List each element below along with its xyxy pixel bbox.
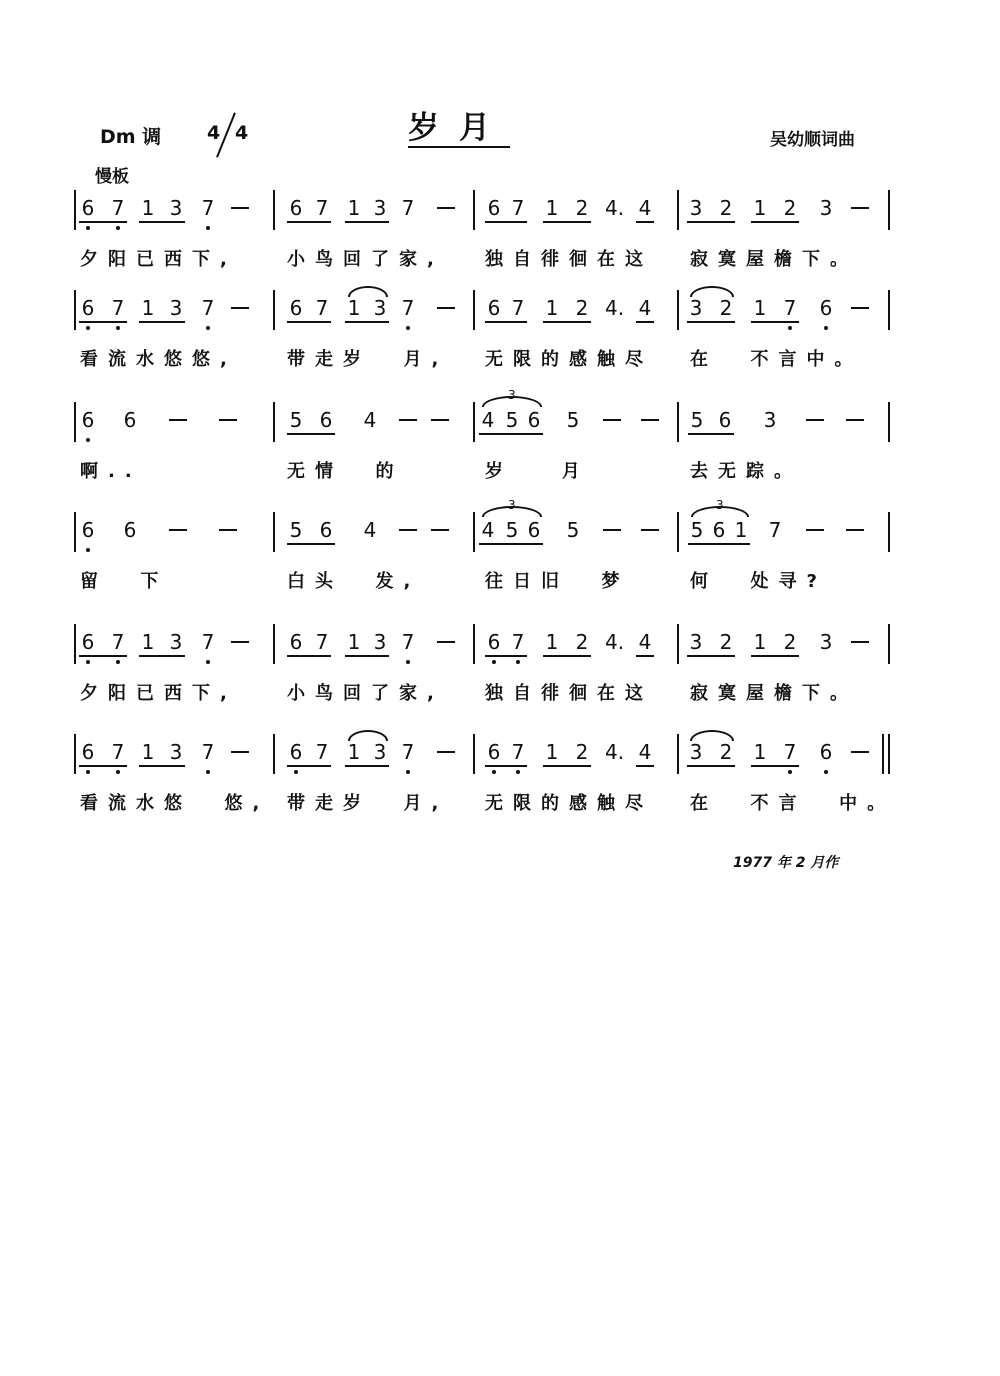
- note: 4.: [605, 740, 625, 764]
- note: 1: [545, 740, 559, 764]
- lyric-phrase: 小鸟回了家,: [287, 683, 444, 704]
- barline: [74, 190, 76, 230]
- note: 4.: [605, 296, 625, 320]
- sustain-dash: [851, 207, 869, 209]
- note: 3: [689, 196, 703, 220]
- octave-dot: [86, 770, 90, 774]
- note: 2: [719, 630, 733, 654]
- note: 4: [638, 740, 652, 764]
- note: 7: [401, 740, 415, 764]
- beam-underline: [543, 221, 591, 223]
- beam-underline: [139, 655, 185, 657]
- beam-underline: [479, 543, 543, 545]
- beam-underline: [139, 321, 185, 323]
- barline: [473, 624, 475, 664]
- score-system: [0, 498, 1000, 612]
- note: 5: [505, 408, 519, 432]
- barline: [888, 624, 890, 664]
- note: 6: [487, 630, 501, 654]
- octave-dot: [406, 326, 410, 330]
- note: 7: [315, 296, 329, 320]
- beam-underline: [287, 221, 331, 223]
- note: 7: [401, 630, 415, 654]
- beam-underline: [687, 655, 735, 657]
- octave-dot: [86, 548, 90, 552]
- beam-underline: [287, 433, 335, 435]
- barline: [888, 290, 890, 330]
- barline: [473, 290, 475, 330]
- lyric-phrase: 夕阳已西下,: [80, 249, 237, 270]
- note: 7: [315, 196, 329, 220]
- beam-underline: [79, 765, 127, 767]
- beam-underline: [687, 221, 735, 223]
- note: 6: [319, 408, 333, 432]
- lyric-phrase: 无限的感触尽: [485, 793, 653, 814]
- note: 2: [575, 630, 589, 654]
- note: 3: [373, 196, 387, 220]
- note: 6: [81, 296, 95, 320]
- note: 7: [201, 740, 215, 764]
- barline: [677, 290, 679, 330]
- note: 3: [373, 740, 387, 764]
- octave-dot: [492, 770, 496, 774]
- note: 7: [511, 740, 525, 764]
- beam-underline: [687, 765, 735, 767]
- note: 1: [753, 740, 767, 764]
- sustain-dash: [851, 751, 869, 753]
- lyrics-line: [0, 345, 1000, 371]
- note: 4: [481, 518, 495, 542]
- note: 1: [545, 196, 559, 220]
- barline: [473, 512, 475, 552]
- note: 1: [141, 630, 155, 654]
- note: 7: [783, 740, 797, 764]
- score-system: [0, 190, 1000, 290]
- octave-dot: [294, 770, 298, 774]
- note: 4: [481, 408, 495, 432]
- note: 6: [819, 296, 833, 320]
- triplet-number: 3: [716, 498, 724, 512]
- note: 1: [347, 196, 361, 220]
- lyric-phrase: 啊..: [80, 461, 142, 482]
- barline: [677, 402, 679, 442]
- note: 3: [689, 630, 703, 654]
- beam-underline: [345, 221, 389, 223]
- note: 3: [169, 740, 183, 764]
- lyric-phrase: 无限的感触尽: [485, 349, 653, 370]
- lyric-phrase: 看流水悠悠,: [80, 349, 237, 370]
- barline: [74, 624, 76, 664]
- beam-underline: [543, 765, 591, 767]
- beam-underline: [345, 765, 389, 767]
- note: 3: [819, 196, 833, 220]
- note: 4: [638, 296, 652, 320]
- beam-underline: [751, 765, 799, 767]
- barline: [74, 402, 76, 442]
- sustain-dash: [851, 307, 869, 309]
- lyric-phrase: 无情 的: [287, 461, 404, 482]
- sustain-dash: [437, 307, 455, 309]
- beam-underline: [287, 321, 331, 323]
- note: 3: [373, 630, 387, 654]
- beam-underline: [345, 321, 389, 323]
- sustain-dash: [231, 641, 249, 643]
- note: 4: [638, 196, 652, 220]
- beam-underline: [687, 321, 735, 323]
- lyric-phrase: 看流水悠 悠,: [80, 793, 270, 814]
- note: 6: [81, 518, 95, 542]
- note: 4: [638, 630, 652, 654]
- lyric-phrase: 在 不言 中。: [690, 793, 896, 814]
- triplet-number: 3: [508, 498, 516, 512]
- note: 3: [169, 196, 183, 220]
- barline: [74, 290, 76, 330]
- note: 2: [719, 296, 733, 320]
- note: 1: [753, 196, 767, 220]
- score-system: [0, 734, 1000, 834]
- note: 7: [511, 196, 525, 220]
- octave-dot: [788, 770, 792, 774]
- time-denominator: 4: [235, 122, 249, 144]
- sustain-dash: [851, 641, 869, 643]
- sustain-dash: [431, 529, 449, 531]
- note: 6: [819, 740, 833, 764]
- lyrics-line: [0, 789, 1000, 815]
- note: 7: [201, 630, 215, 654]
- octave-dot: [788, 326, 792, 330]
- note: 2: [783, 196, 797, 220]
- lyric-phrase: 何 处寻?: [690, 571, 827, 592]
- beam-underline: [345, 655, 389, 657]
- sustain-dash: [603, 419, 621, 421]
- octave-dot: [116, 326, 120, 330]
- note: 6: [81, 408, 95, 432]
- note: 6: [123, 518, 137, 542]
- beam-underline: [688, 543, 750, 545]
- note: 3: [689, 296, 703, 320]
- lyric-phrase: 独自徘徊在这: [485, 683, 653, 704]
- composition-date: 1977 年 2 月作: [733, 855, 839, 871]
- note: 5: [566, 408, 580, 432]
- octave-dot: [824, 770, 828, 774]
- note: 2: [719, 196, 733, 220]
- beam-underline: [485, 655, 527, 657]
- tempo-marking: 慢板: [95, 167, 129, 187]
- note: 6: [527, 408, 541, 432]
- lyrics-line: [0, 679, 1000, 705]
- note: 6: [487, 740, 501, 764]
- slur-arc: [690, 730, 734, 741]
- beam-underline: [485, 765, 527, 767]
- beam-underline: [485, 221, 527, 223]
- note: 1: [753, 630, 767, 654]
- beam-underline: [636, 221, 654, 223]
- note: 7: [511, 296, 525, 320]
- note: 1: [734, 518, 748, 542]
- lyric-phrase: 独自徘徊在这: [485, 249, 653, 270]
- note: 6: [289, 296, 303, 320]
- note: 6: [289, 740, 303, 764]
- barline: [888, 734, 890, 774]
- note: 2: [719, 740, 733, 764]
- octave-dot: [824, 326, 828, 330]
- sustain-dash: [806, 529, 824, 531]
- octave-dot: [206, 770, 210, 774]
- octave-dot: [116, 226, 120, 230]
- note: 6: [289, 196, 303, 220]
- lyric-phrase: 寂寞屋檐下。: [690, 249, 858, 270]
- key-signature: Dm 调: [100, 126, 162, 148]
- note: 7: [401, 196, 415, 220]
- note: 5: [566, 518, 580, 542]
- octave-dot: [86, 226, 90, 230]
- note: 1: [545, 296, 559, 320]
- lyric-phrase: 留 下: [80, 571, 169, 592]
- octave-dot: [406, 770, 410, 774]
- note: 7: [768, 518, 782, 542]
- lyric-phrase: 带走岁 月,: [287, 349, 449, 370]
- note: 5: [505, 518, 519, 542]
- lyrics-line: [0, 457, 1000, 483]
- note: 2: [575, 196, 589, 220]
- note: 1: [347, 296, 361, 320]
- barline: [473, 190, 475, 230]
- note: 7: [401, 296, 415, 320]
- note: 7: [111, 296, 125, 320]
- lyrics-line: [0, 245, 1000, 271]
- octave-dot: [116, 770, 120, 774]
- note: 4.: [605, 196, 625, 220]
- note: 3: [689, 740, 703, 764]
- sustain-dash: [169, 529, 187, 531]
- octave-dot: [516, 660, 520, 664]
- beam-underline: [479, 433, 543, 435]
- note: 1: [141, 740, 155, 764]
- sustain-dash: [399, 529, 417, 531]
- barline: [273, 290, 275, 330]
- note: 6: [289, 630, 303, 654]
- sustain-dash: [846, 529, 864, 531]
- author-credit: 吴幼顺词曲: [770, 130, 855, 150]
- octave-dot: [492, 660, 496, 664]
- octave-dot: [116, 660, 120, 664]
- sustain-dash: [169, 419, 187, 421]
- note: 6: [81, 630, 95, 654]
- note: 3: [819, 630, 833, 654]
- lyric-phrase: 岁 月: [485, 461, 590, 482]
- barline: [273, 402, 275, 442]
- note: 6: [81, 740, 95, 764]
- note: 6: [81, 196, 95, 220]
- sustain-dash: [431, 419, 449, 421]
- note: 6: [319, 518, 333, 542]
- barline: [677, 734, 679, 774]
- barline: [888, 512, 890, 552]
- note: 1: [753, 296, 767, 320]
- lyrics-line: [0, 567, 1000, 593]
- sustain-dash: [437, 207, 455, 209]
- lyric-phrase: 寂寞屋檐下。: [690, 683, 858, 704]
- note: 7: [201, 296, 215, 320]
- sustain-dash: [231, 207, 249, 209]
- note: 1: [141, 196, 155, 220]
- sustain-dash: [399, 419, 417, 421]
- note: 6: [527, 518, 541, 542]
- octave-dot: [206, 226, 210, 230]
- note: 6: [712, 518, 726, 542]
- sustain-dash: [219, 419, 237, 421]
- barline: [74, 734, 76, 774]
- lyric-phrase: 带走岁 月,: [287, 793, 449, 814]
- sustain-dash: [641, 419, 659, 421]
- note: 4.: [605, 630, 625, 654]
- beam-underline: [751, 221, 799, 223]
- slur-arc: [348, 730, 388, 741]
- beam-underline: [79, 221, 127, 223]
- note: 7: [111, 196, 125, 220]
- note: 5: [289, 408, 303, 432]
- note: 1: [347, 630, 361, 654]
- octave-dot: [206, 660, 210, 664]
- barline: [273, 190, 275, 230]
- beam-underline: [139, 221, 185, 223]
- lyric-phrase: 去无踪。: [690, 461, 802, 482]
- barline: [273, 624, 275, 664]
- sustain-dash: [219, 529, 237, 531]
- final-barline: [882, 734, 884, 774]
- time-signature: [205, 108, 253, 160]
- sustain-dash: [603, 529, 621, 531]
- note: 7: [111, 740, 125, 764]
- note: 6: [487, 296, 501, 320]
- barline: [273, 734, 275, 774]
- beam-underline: [751, 655, 799, 657]
- beam-underline: [287, 655, 331, 657]
- barline: [74, 512, 76, 552]
- sustain-dash: [806, 419, 824, 421]
- song-title: 岁月: [408, 110, 510, 146]
- note: 5: [690, 518, 704, 542]
- lyric-phrase: 小鸟回了家,: [287, 249, 444, 270]
- note: 1: [545, 630, 559, 654]
- sustain-dash: [231, 307, 249, 309]
- note: 3: [373, 296, 387, 320]
- beam-underline: [79, 321, 127, 323]
- beam-underline: [751, 321, 799, 323]
- beam-underline: [543, 655, 591, 657]
- barline: [888, 402, 890, 442]
- note: 6: [718, 408, 732, 432]
- note: 7: [511, 630, 525, 654]
- note: 5: [690, 408, 704, 432]
- note: 3: [169, 630, 183, 654]
- note: 3: [763, 408, 777, 432]
- note: 1: [347, 740, 361, 764]
- beam-underline: [79, 655, 127, 657]
- note: 7: [315, 740, 329, 764]
- note: 2: [783, 630, 797, 654]
- note: 2: [575, 740, 589, 764]
- score-system: [0, 290, 1000, 390]
- beam-underline: [636, 321, 654, 323]
- octave-dot: [86, 326, 90, 330]
- beam-underline: [543, 321, 591, 323]
- barline: [677, 624, 679, 664]
- sustain-dash: [437, 751, 455, 753]
- beam-underline: [636, 765, 654, 767]
- beam-underline: [636, 655, 654, 657]
- note: 4: [363, 518, 377, 542]
- octave-dot: [406, 660, 410, 664]
- note: 7: [783, 296, 797, 320]
- octave-dot: [516, 770, 520, 774]
- octave-dot: [86, 438, 90, 442]
- sustain-dash: [231, 751, 249, 753]
- score-system: [0, 624, 1000, 724]
- time-numerator: 4: [207, 122, 221, 144]
- note: 5: [289, 518, 303, 542]
- beam-underline: [139, 765, 185, 767]
- barline: [888, 190, 890, 230]
- note: 4: [363, 408, 377, 432]
- barline: [273, 512, 275, 552]
- note: 7: [201, 196, 215, 220]
- note: 2: [575, 296, 589, 320]
- barline: [677, 190, 679, 230]
- beam-underline: [485, 321, 527, 323]
- octave-dot: [86, 660, 90, 664]
- lyric-phrase: 往日旧 梦: [485, 571, 630, 592]
- score-system: [0, 388, 1000, 502]
- sustain-dash: [641, 529, 659, 531]
- beam-underline: [287, 765, 331, 767]
- beam-underline: [688, 433, 734, 435]
- sustain-dash: [846, 419, 864, 421]
- beam-underline: [287, 543, 335, 545]
- barline: [677, 512, 679, 552]
- octave-dot: [206, 326, 210, 330]
- lyric-phrase: 在 不言中。: [690, 349, 863, 370]
- sustain-dash: [437, 641, 455, 643]
- barline: [473, 402, 475, 442]
- note: 6: [123, 408, 137, 432]
- note: 7: [315, 630, 329, 654]
- barline: [473, 734, 475, 774]
- lyric-phrase: 夕阳已西下,: [80, 683, 237, 704]
- triplet-number: 3: [508, 388, 516, 402]
- note: 6: [487, 196, 501, 220]
- note: 3: [169, 296, 183, 320]
- lyric-phrase: 白头 发,: [287, 571, 421, 592]
- note: 1: [141, 296, 155, 320]
- note: 7: [111, 630, 125, 654]
